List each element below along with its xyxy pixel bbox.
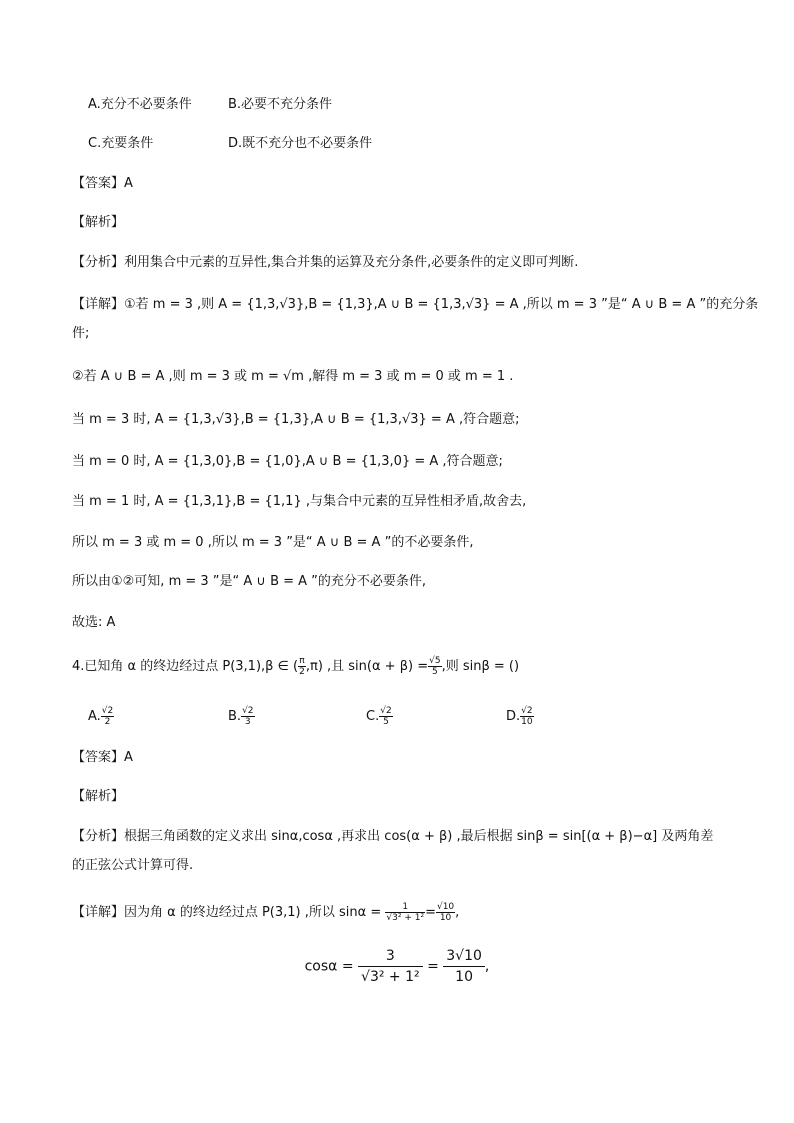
q4-option-a-label: A.: [88, 709, 101, 724]
q3-detail-1b: 件;: [72, 326, 90, 341]
q3-option-a: A.充分不必要条件: [88, 97, 192, 112]
q4-stem-fraction-2: [428, 656, 441, 677]
q3-choice: 故选: A: [72, 615, 116, 630]
q4-cos-frac-num: 3: [358, 946, 423, 967]
q3-detail-3: 当 m = 3 时, A = {1,3,√3},B = {1,3},A ∪ B = {1,3,√3} = A ,符合题意;: [72, 412, 520, 427]
q4-option-c-den: 5: [383, 717, 389, 727]
q4-fenxi-2: 的正弦公式计算可得.: [72, 858, 194, 873]
q4-option-a-den: 2: [104, 717, 111, 727]
q4-option-c-frac: [379, 706, 392, 727]
q4-stem-frac2-den: 5: [431, 667, 438, 677]
q4-option-d-num: √2: [521, 706, 533, 716]
q3-option-d: D.既不充分也不必要条件: [228, 136, 373, 151]
q4-option-b: [228, 706, 255, 727]
q3-analysis-tag: 【解析】: [72, 215, 125, 230]
q3-detail-2: ②若 A ∪ B = A ,则 m = 3 或 m = √m ,解得 m = 3 或 m = 0 或 m = 1 .: [72, 369, 514, 384]
q4-detail-post: ,: [455, 905, 460, 920]
q4-detail-frac2-num: √10: [436, 902, 455, 912]
q4-stem-pre: 4.已知角 α 的终边经过点 P(3,1),β ∈ (: [72, 659, 299, 674]
q4-detail-frac-den: √3² + 1²: [386, 913, 425, 923]
q4-option-b-num: √2: [242, 706, 254, 716]
q4-option-d-label: D.: [506, 709, 521, 724]
q4-option-b-den: 3: [244, 717, 251, 727]
q4-cos-post: ,: [484, 958, 490, 975]
q4-stem: [72, 656, 519, 677]
q4-option-b-label: B.: [228, 709, 242, 724]
q4-option-a-num: √2: [101, 706, 114, 716]
q4-answer: 【答案】A: [72, 750, 133, 765]
q3-option-c: C.充要条件: [88, 136, 154, 151]
q3-detail-5: 当 m = 1 时, A = {1,3,1},B = {1,1} ,与集合中元素的互异性相矛盾,故舍去,: [72, 494, 527, 509]
q4-cos-frac2-den: 10: [455, 969, 473, 985]
q4-cos-label: cosα =: [304, 958, 354, 975]
q4-option-a: [88, 706, 114, 727]
q4-cos-frac-den: √3² + 1²: [361, 969, 420, 985]
q4-detail-frac2-den: 10: [439, 913, 452, 923]
q4-detail-frac: [385, 902, 425, 923]
q4-cos-frac-2: [443, 946, 485, 987]
q4-stem-frac-num: π: [299, 656, 305, 666]
q4-option-a-frac: [101, 706, 114, 727]
q4-option-c: [366, 706, 393, 727]
q4-option-d-frac: [520, 706, 533, 727]
q4-fenxi-1: 【分析】根据三角函数的定义求出 sinα,cosα ,再求出 cos(α + β) ,最后根据 sinβ = sin[(α + β)−α] 及两角差: [72, 829, 714, 844]
q3-detail-7: 所以由①②可知, m = 3 ”是“ A ∪ B = A ”的充分不必要条件,: [72, 574, 427, 589]
q4-stem-frac2-num: √5: [429, 656, 441, 666]
q4-option-c-num: √2: [380, 706, 392, 716]
q4-detail-eq: =: [425, 905, 436, 920]
q4-detail-pre: 【详解】因为角 α 的终边经过点 P(3,1) ,所以 sinα =: [72, 905, 382, 920]
q4-stem-post: ,则 sinβ = (): [441, 659, 520, 674]
q3-detail-6: 所以 m = 3 或 m = 0 ,所以 m = 3 ”是“ A ∪ B = A ”的不必要条件,: [72, 535, 474, 550]
q4-cos-eq: =: [427, 958, 439, 975]
q3-fenxi: 【分析】利用集合中元素的互异性,集合并集的运算及充分条件,必要条件的定义即可判断.: [72, 255, 579, 270]
q4-stem-frac-den: 2: [299, 667, 305, 677]
q4-detail-frac-num: 1: [385, 902, 425, 913]
q4-cos-formula: [0, 946, 794, 987]
q4-detail-frac-2: [436, 902, 455, 923]
q4-cos-frac: [358, 946, 423, 987]
q4-option-c-label: C.: [366, 709, 380, 724]
q3-detail-4: 当 m = 0 时, A = {1,3,0},B = {1,0},A ∪ B = {1,3,0} = A ,符合题意;: [72, 454, 503, 469]
q4-cos-frac2-num: 3√10: [443, 946, 485, 967]
q4-stem-mid: ,π) ,且 sin(α + β) =: [305, 659, 429, 674]
q4-option-d-den: 10: [521, 717, 533, 727]
q4-stem-fraction: [298, 656, 306, 677]
q4-option-d: [506, 706, 534, 727]
q4-analysis-tag: 【解析】: [72, 789, 125, 804]
q4-detail: [72, 902, 459, 923]
q3-detail-1: 【详解】①若 m = 3 ,则 A = {1,3,√3},B = {1,3},A ∪ B = {1,3,√3} = A ,所以 m = 3 ”是“ A ∪ B = A ”的充分条: [72, 297, 759, 312]
q3-option-b: B.必要不充分条件: [228, 97, 333, 112]
q4-option-b-frac: [241, 706, 254, 727]
q3-answer: 【答案】A: [72, 176, 133, 191]
